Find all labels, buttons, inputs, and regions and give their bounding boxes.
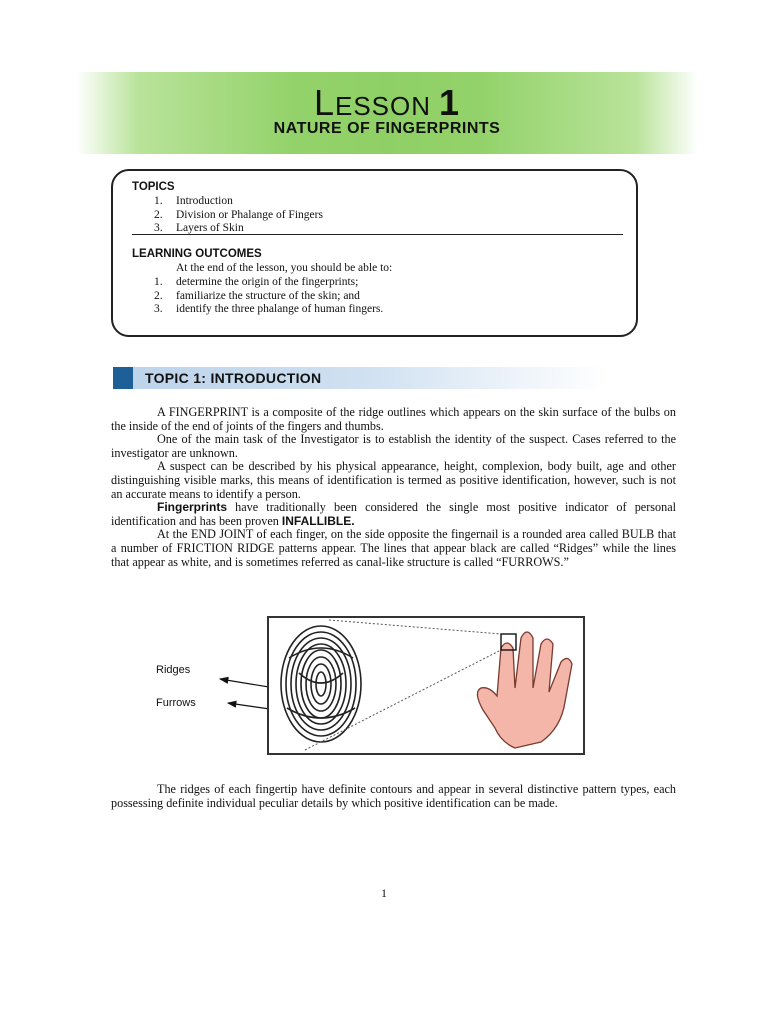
label-ridges: Ridges (156, 664, 191, 676)
outcomes-intro: At the end of the lesson, you should be able to: (176, 262, 393, 274)
list-item: 3. Layers of Skin (154, 222, 244, 234)
paragraph: The ridges of each fingertip have definite contours and appear in several distinctive pattern types, each possessing definite individual peculiar details by which positive identification can be made. (111, 782, 676, 810)
lesson-number: 1 (439, 82, 461, 123)
learning-outcomes-heading: LEARNING OUTCOMES (132, 248, 262, 260)
list-item: 2. Division or Phalange of Fingers (154, 208, 323, 221)
lesson-title-rest: ESSON (334, 91, 432, 121)
lesson-title-initial: L (313, 82, 335, 123)
label-furrows: Furrows (156, 697, 196, 709)
fingerprint-icon (281, 626, 361, 742)
page-number: 1 (381, 886, 387, 900)
list-item: 3. identify the three phalange of human fingers. (154, 303, 384, 315)
paragraph: A FINGERPRINT is a composite of the ridge outlines which appears on the skin surface of the bulbs on the inside of the end of joints of the fingers and thumbs. (111, 405, 676, 433)
list-item: 2. familiarize the structure of the skin; and (154, 289, 360, 302)
paragraph: At the END JOINT of each finger, on the side opposite the fingernail is a rounded area called BULB that a number of FRICTION RIDGE patterns appear. The lines that appear black are called “Ridges” while the lines that appear as white, and is sometimes referred as canal-like structure is called “FURROWS.” (111, 527, 676, 569)
topics-heading: TOPICS (132, 181, 175, 193)
fingerprint-hand-illustration (269, 618, 583, 753)
paragraph: Fingerprints have traditionally been considered the single most positive indicator of personal identification and has been proven INFALLIBLE. (111, 500, 676, 528)
hand-icon (477, 632, 572, 748)
closing-paragraph-block (111, 783, 676, 810)
list-item: 1. determine the origin of the fingerprints; (154, 276, 359, 288)
list-item: 1. Introduction (154, 195, 233, 207)
topic-title: TOPIC 1: INTRODUCTION (145, 370, 322, 386)
bold-term: Fingerprints (157, 500, 228, 515)
paragraph: One of the main task of the Investigator is to establish the identity of the suspect. Cases referred to the investigator are unknown. (111, 432, 676, 460)
paragraph: A suspect can be described by his physical appearance, height, complexion, body built, age and other distinguishing visible marks, this means of identification is termed as positive identification, however, such is not an accurate means to identify a person. (111, 459, 676, 501)
lesson-subtitle: NATURE OF FINGERPRINTS (273, 120, 501, 137)
bold-term: INFALLIBLE. (281, 513, 355, 528)
fingerprint-figure (267, 616, 585, 755)
